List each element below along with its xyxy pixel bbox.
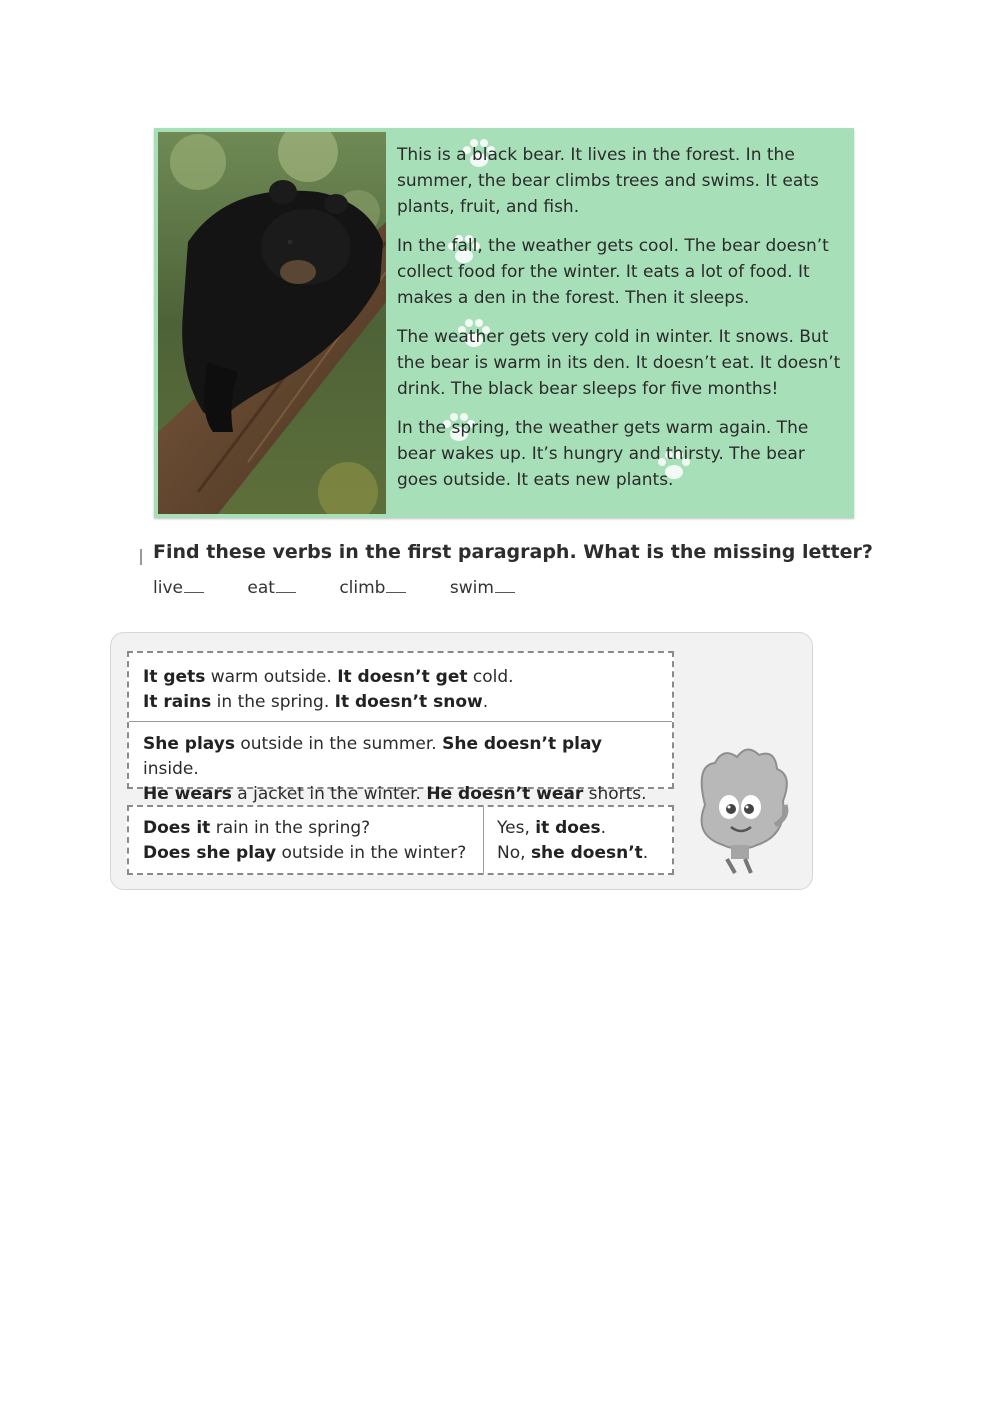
bold-segment: He wears xyxy=(143,784,232,804)
black-bear-photo xyxy=(158,132,386,514)
bold-segment: it does xyxy=(535,818,601,838)
answer-blank[interactable] xyxy=(184,592,204,593)
verb-word: climb xyxy=(339,578,386,598)
verb-word: eat xyxy=(247,578,275,598)
answer-blank[interactable] xyxy=(386,592,406,593)
text-segment: warm outside. xyxy=(205,667,338,687)
verb-word: live xyxy=(153,578,183,598)
grammar-line xyxy=(143,732,658,782)
paragraph-4: In the spring, the weather gets warm again. The bear wakes up. It’s hungry and thirsty. The bear goes outside. It eats new plants. xyxy=(397,418,809,490)
text-segment: cold. xyxy=(467,667,514,687)
paragraph-2: In the fall, the weather gets cool. The bear doesn’t collect food for the winter. It eats a lot of food. It makes a den in the forest. Then it sleeps. xyxy=(397,236,829,308)
text-segment: inside. xyxy=(143,759,199,779)
bold-segment: She doesn’t play xyxy=(442,734,603,754)
answer-line xyxy=(497,841,667,866)
verb-item xyxy=(339,578,406,598)
leaf-mascot-icon xyxy=(685,745,795,875)
text-segment: . xyxy=(482,692,489,712)
text-segment: . xyxy=(600,818,607,838)
grammar-line xyxy=(143,665,658,690)
grammar-panel xyxy=(110,632,813,890)
bold-segment: He doesn’t wear xyxy=(426,784,584,804)
answer-blank[interactable] xyxy=(276,592,296,593)
text-segment: . xyxy=(642,843,649,863)
bold-segment: Does it xyxy=(143,818,211,838)
grammar-line xyxy=(143,690,658,715)
paragraph-3: The weather gets very cold in winter. It snows. But the bear is warm in its den. It doesn’t eat. It doesn’t drink. The black bear sleeps for five months! xyxy=(397,327,841,399)
verb-item xyxy=(450,578,515,598)
text-segment: No, xyxy=(497,843,531,863)
bold-segment: It rains xyxy=(143,692,212,712)
grammar-row xyxy=(129,721,672,804)
grammar-row xyxy=(129,653,672,721)
question-line xyxy=(143,816,483,841)
exercise-title: Find these verbs in the first paragraph. What is the missing letter? xyxy=(153,541,873,563)
question-line xyxy=(143,841,483,866)
reading-text xyxy=(397,142,849,506)
question-column xyxy=(143,816,483,866)
verb-item xyxy=(247,578,296,598)
paragraph-1: This is a black bear. It lives in the forest. In the summer, the bear climbs trees and swims. It eats plants, fruit, and fish. xyxy=(397,145,819,217)
bear-illustration xyxy=(158,132,386,514)
reading-panel xyxy=(154,128,854,518)
answer-blank[interactable] xyxy=(495,592,515,593)
answer-line xyxy=(497,816,667,841)
grammar-statements-box xyxy=(127,651,674,804)
bold-segment: She plays xyxy=(143,734,235,754)
text-segment: a jacket in the winter. xyxy=(231,784,427,804)
grammar-questions-box xyxy=(127,805,674,875)
text-segment: Yes, xyxy=(497,818,536,838)
exercise-marker xyxy=(140,549,142,565)
text-segment: in the spring. xyxy=(211,692,335,712)
bold-segment: It doesn’t get xyxy=(337,667,468,687)
text-segment: outside in the winter? xyxy=(276,843,467,863)
text-segment: rain in the spring? xyxy=(210,818,371,838)
verb-item xyxy=(153,578,204,598)
text-segment: outside in the summer. xyxy=(234,734,443,754)
bold-segment: Does she play xyxy=(143,843,277,863)
bold-segment: It doesn’t snow xyxy=(334,692,483,712)
text-segment: shorts. xyxy=(583,784,647,804)
column-divider xyxy=(483,807,484,873)
bold-segment: she doesn’t xyxy=(530,843,643,863)
grammar-line xyxy=(143,782,658,807)
verb-list xyxy=(153,578,553,598)
verb-word: swim xyxy=(449,578,494,598)
answer-column xyxy=(497,816,667,866)
bold-segment: It gets xyxy=(143,667,206,687)
